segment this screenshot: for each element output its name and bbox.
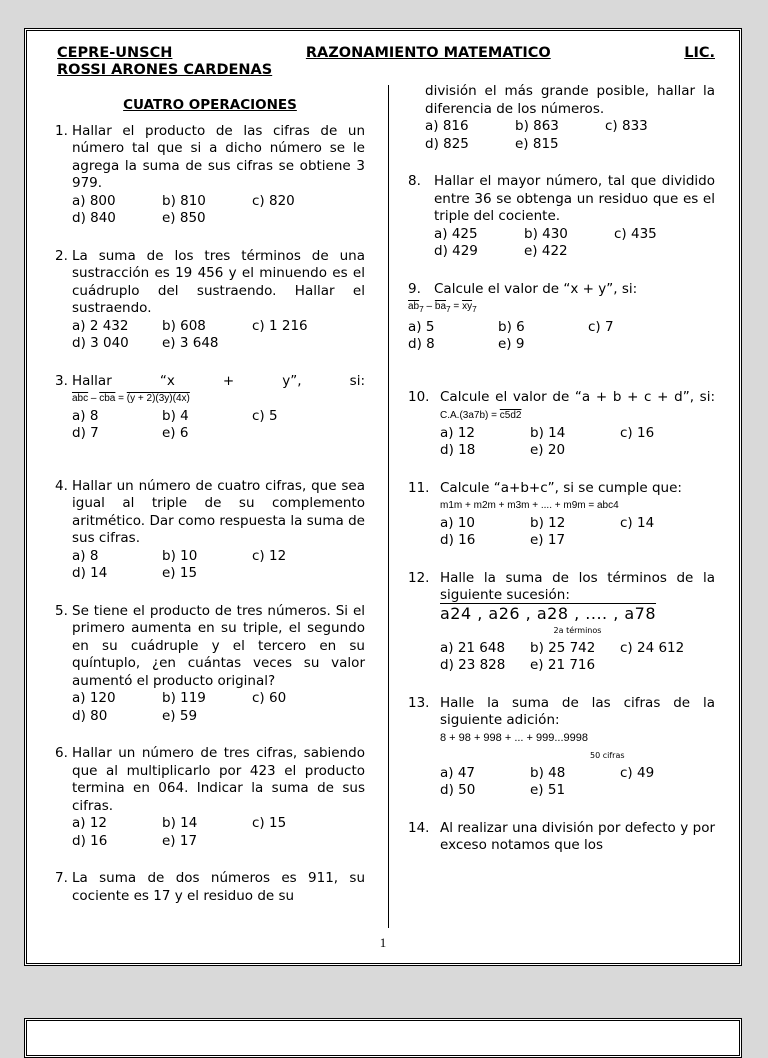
problem-text: Halle la suma de los términos de la siguiente sucesión: bbox=[440, 569, 715, 603]
problem-text: Hallar un número de tres cifras, sabiendo que al multiplicarlo por 423 el producto termina en 064. Indicar la suma de sus cifras. bbox=[72, 745, 365, 814]
page-number: 1 bbox=[379, 935, 387, 950]
sequence-note: 2a términos bbox=[553, 626, 602, 635]
page-header bbox=[57, 45, 715, 79]
problem-14: 14. Al realizar una división por defecto y por exceso notamos que los bbox=[408, 819, 715, 853]
section-title: CUATRO OPERACIONES bbox=[123, 97, 297, 113]
problem-11: 11. Calcule “a+b+c”, si se cumple que: m1m + m2m + m3m + .... + m9m = abc4 a) 10 b) 12 c) 14 d) 16 e) 17 bbox=[408, 480, 715, 550]
problem-text: Calcule el valor de “a + b + c + d”, si: C.A.(3a7b) = c5d2 bbox=[440, 388, 715, 421]
problem-2: 2. La suma de los tres términos de una sustracción es 19 456 y el minuendo es el cuádruplo del sustraendo. Hallar el sustraendo. a) 2 432 b) 608 c) 1 216 d) 3 040 e) 3 648 bbox=[55, 247, 365, 351]
left-column bbox=[55, 95, 365, 905]
options: a) 425 b) 430 c) 435 d) 429 e) 422 bbox=[434, 225, 657, 259]
problem-text: La suma de los tres términos de una sustracción es 19 456 y el minuendo es el cuádruplo del sustraendo. Hallar el sustraendo. bbox=[72, 247, 365, 316]
problem-5: 5. Se tiene el producto de tres números. Si el primero aumenta en su triple, el segundo en su cuádruple y el tercero en su quíntuplo, ¿en cuántas veces su valor aumentó el producto original? a) 120 b) 119 c) 60 d) 80 e) 59 bbox=[55, 602, 365, 724]
header-title: LIC. bbox=[684, 45, 715, 61]
problem-7-continued bbox=[408, 83, 715, 153]
options: a) 800 b) 810 c) 820 d) 840 e) 850 bbox=[72, 192, 295, 226]
problem-text: Calcule el valor de “x + y”, si: bbox=[434, 280, 638, 297]
problem-13: 13. Halle la suma de las cifras de la siguiente adición: 8 + 98 + 998 + ... + 999...9998 50 cifras a) 47 b) 48 c) 49 d) 50 e) 51 bbox=[408, 694, 715, 798]
problem-10: 10. Calcule el valor de “a + b + c + d”, si: C.A.(3a7b) = c5d2 a) 12 b) 14 c) 16 d) 18 e) 20 bbox=[408, 388, 715, 458]
problem-text: Hallar “x + y”, si: bbox=[72, 372, 365, 389]
formula: C.A.(3a7b) = c5d2 bbox=[440, 410, 522, 421]
document-page bbox=[24, 28, 742, 966]
problem-text: La suma de dos números es 911, su cociente es 17 y el residuo de su bbox=[72, 870, 365, 904]
problem-text: Se tiene el producto de tres números. Si el primero aumenta en su triple, el segundo en su cuádruple y el tercero en su quíntuplo, ¿en cuántas veces su valor aumentó el producto original? bbox=[72, 602, 365, 689]
problem-9: 9. Calcule el valor de “x + y”, si: $\overline{ab}_7 - \overline{ba}_7 = \overline{xy}_7$ a) 5 b) 6 c) 7 d) 8 e) 9 bbox=[408, 281, 715, 354]
problem-text: Hallar el mayor número, tal que dividido entre 36 se obtenga un residuo que es el triple del cociente. bbox=[434, 173, 715, 224]
header-institution: CEPRE-UNSCH bbox=[57, 45, 173, 61]
sequence: a24 , a26 , a28 , .... , a78 bbox=[440, 603, 657, 623]
options: a) 12 b) 14 c) 16 d) 18 e) 20 bbox=[440, 424, 655, 458]
problem-8: 8. Hallar el mayor número, tal que dividido entre 36 se obtenga un residuo que es el triple del cociente. a) 425 b) 430 c) 435 d) 429 e) 422 bbox=[408, 173, 715, 259]
options: a) 21 648 b) 25 742 c) 24 612 d) 23 828 e) 21 716 bbox=[440, 639, 685, 673]
problem-text: Al realizar una división por defecto y por exceso notamos que los bbox=[440, 819, 715, 853]
right-column bbox=[408, 83, 715, 855]
problem-3: 3. Hallar “x + y”, si: $\overline{abc} - \overline{cba} = (y + 2)(3y)(4x)$ a) 8 b) 4 c) 5 d) 7 e) 6 bbox=[55, 372, 365, 441]
options: a) 816 b) 863 c) 833 d) 825 e) 815 bbox=[425, 118, 648, 152]
options: a) 47 b) 48 c) 49 d) 50 e) 51 bbox=[440, 764, 655, 798]
options: a) 5 b) 6 c) 7 d) 8 e) 9 bbox=[408, 318, 614, 352]
next-page-edge bbox=[24, 1018, 742, 1058]
problem-text: Hallar un número de cuatro cifras, que sea igual al triple de su complemento aritmético. Dar como respuesta la suma de sus cifras. bbox=[72, 477, 365, 546]
formula: $\overline{abc} - \overline{cba} = (y + 2)(3y)(4x)$ bbox=[72, 393, 190, 404]
addition-note: 50 cifras bbox=[590, 751, 625, 760]
options: a) 12 b) 14 c) 15 d) 16 e) 17 bbox=[72, 815, 287, 849]
formula: m1m + m2m + m3m + .... + m9m = abc4 bbox=[440, 500, 619, 511]
problem-text: Calcule “a+b+c”, si se cumple que: bbox=[440, 479, 682, 496]
header-course: RAZONAMIENTO MATEMATICO bbox=[305, 45, 551, 61]
problem-7: 7. La suma de dos números es 911, su cociente es 17 y el residuo de su bbox=[55, 870, 365, 904]
header-author: ROSSI ARONES CARDENAS bbox=[57, 62, 273, 78]
problem-1: 1. Hallar el producto de las cifras de un número tal que si a dicho número se le agrega la suma de sus cifras se obtiene 3 979. a) 800 b) 810 c) 820 d) 840 e) 850 bbox=[55, 122, 365, 226]
problem-text: Halle la suma de las cifras de la siguiente adición: bbox=[440, 694, 715, 728]
addition: 8 + 98 + 998 + ... + 999...9998 bbox=[440, 731, 589, 744]
column-divider bbox=[388, 85, 389, 928]
options: a) 2 432 b) 608 c) 1 216 d) 3 040 e) 3 648 bbox=[72, 317, 308, 351]
formula: $\overline{ab}_7 - \overline{ba}_7 = \overline{xy}_7$ bbox=[408, 301, 477, 314]
options: a) 120 b) 119 c) 60 d) 80 e) 59 bbox=[72, 690, 287, 724]
problem-6: 6. Hallar un número de tres cifras, sabiendo que al multiplicarlo por 423 el producto termina en 064. Indicar la suma de sus cifras. a) 12 b) 14 c) 15 d) 16 e) 17 bbox=[55, 745, 365, 849]
problem-text: división el más grande posible, hallar la diferencia de los números. bbox=[425, 83, 715, 117]
options: a) 8 b) 10 c) 12 d) 14 e) 15 bbox=[72, 547, 287, 581]
problem-text: Hallar el producto de las cifras de un número tal que si a dicho número se le agrega la suma de sus cifras se obtiene 3 979. bbox=[72, 122, 365, 191]
options: a) 8 b) 4 c) 5 d) 7 e) 6 bbox=[72, 407, 278, 441]
problem-12: 12. Halle la suma de los términos de la siguiente sucesión: a24 , a26 , a28 , .... , a78 2a términos a) 21 648 b) 25 742 c) 24 612 d) 23 828 e) 21 716 bbox=[408, 569, 715, 673]
options: a) 10 b) 12 c) 14 d) 16 e) 17 bbox=[440, 514, 655, 548]
problem-4: 4. Hallar un número de cuatro cifras, que sea igual al triple de su complemento aritmético. Dar como respuesta la suma de sus cifras. a) 8 b) 10 c) 12 d) 14 e) 15 bbox=[55, 477, 365, 581]
